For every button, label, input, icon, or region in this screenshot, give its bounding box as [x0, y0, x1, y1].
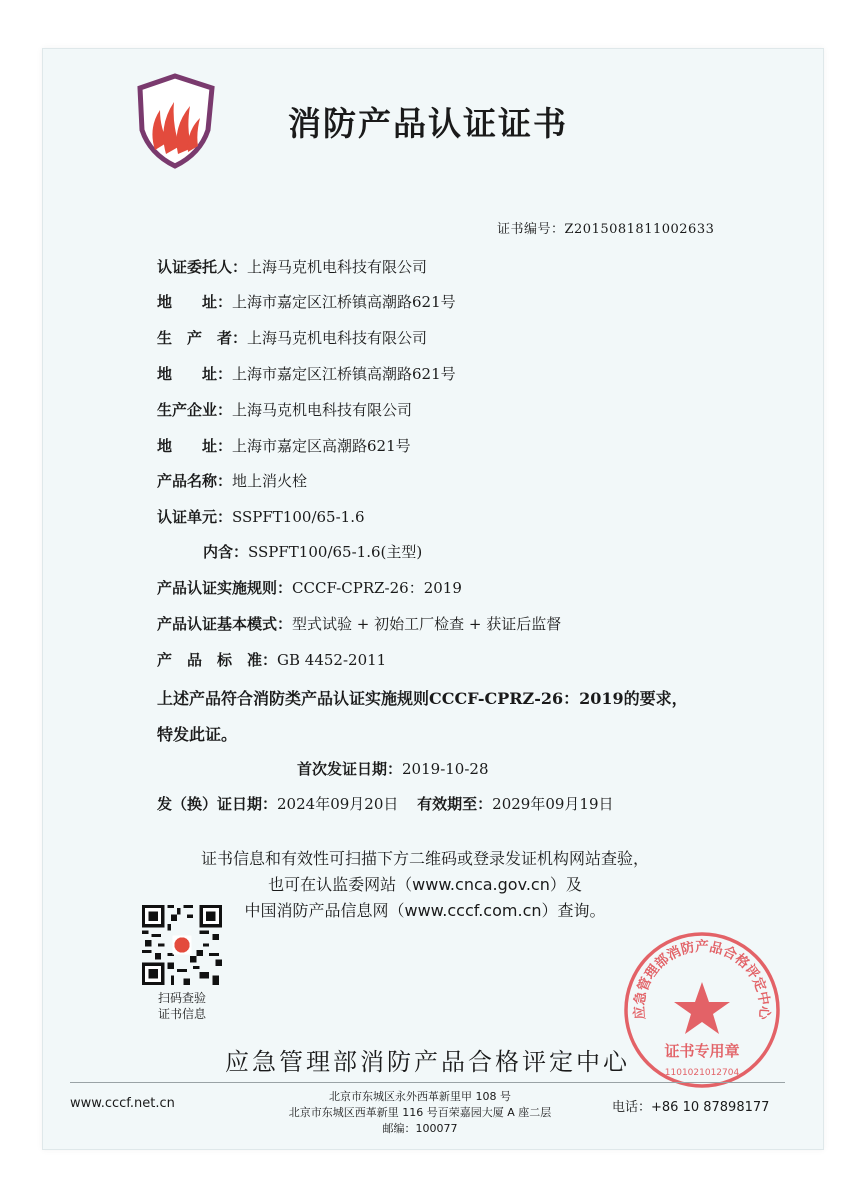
seal-ring-text: 应急管理部消防产品合格评定中心 [631, 938, 773, 1021]
qr-caption-line-1: 扫码查验 [157, 991, 206, 1005]
factory-row [157, 399, 412, 420]
issuer-name: 应急管理部消防产品合格评定中心 [225, 1048, 630, 1076]
footer-postcode: 邮编：100077 [382, 1122, 458, 1135]
product-name-label: 产品名称： [157, 472, 233, 490]
mode-row [157, 613, 561, 634]
standard-value: GB 4452-2011 [277, 651, 387, 669]
contents-label: 内含： [203, 543, 249, 561]
product-name-row [157, 470, 307, 491]
issue-date-row [157, 793, 614, 814]
qr-caption-line-2: 证书信息 [157, 1007, 206, 1021]
qr-finder-top-right [200, 905, 222, 927]
mode-label: 产品认证基本模式： [157, 615, 293, 633]
client-address-row [157, 291, 456, 312]
producer-row [157, 327, 427, 348]
qr-finder-bottom-left [142, 963, 164, 985]
official-seal [622, 930, 782, 1090]
factory-address-row [157, 435, 411, 456]
seal-star [674, 982, 730, 1034]
address-label: 地 址： [157, 293, 233, 311]
unit-row [157, 506, 365, 527]
unit-label: 认证单元： [157, 508, 233, 526]
logo-shield-outline [140, 76, 212, 166]
qr-center-logo [174, 937, 189, 952]
contents-value: SSPFT100/65-1.6(主型) [248, 543, 423, 561]
client-label: 认证委托人： [157, 258, 248, 276]
footer-address-1: 北京市东城区永外西革新里甲 108 号 [329, 1090, 511, 1103]
footer-addresses [240, 1089, 600, 1137]
factory-value: 上海马克机电科技有限公司 [232, 401, 413, 419]
conclusion-text: 上述产品符合消防类产品认证实施规则CCCF-CPRZ-26：2019的要求，特发此证。 [157, 689, 688, 744]
rules-value: CCCF-CPRZ-26：2019 [292, 579, 462, 597]
footer-address-2: 北京市东城区西革新里 116 号百荣嘉园大厦 A 座二层 [288, 1106, 552, 1119]
producer-label: 生 产 者： [157, 329, 248, 347]
valid-until-value: 2029年09月19日 [492, 795, 614, 813]
info-line-3: 中国消防产品信息网（www.cccf.com.cn）查询。 [244, 901, 606, 920]
footer-phone: 电话：+86 10 87898177 [612, 1100, 770, 1115]
rules-row [157, 577, 462, 598]
footer-divider [70, 1082, 785, 1083]
contents-row [203, 541, 422, 562]
qr-caption [142, 990, 222, 1022]
first-issue-label: 首次发证日期： [297, 760, 403, 778]
client-value: 上海马克机电科技有限公司 [247, 258, 428, 276]
first-issue-value: 2019-10-28 [402, 760, 489, 778]
info-line-1: 证书信息和有效性可扫描下方二维码或登录发证机构网站查验， [200, 849, 649, 868]
verification-info [140, 846, 710, 924]
cccf-logo [130, 70, 220, 170]
producer-address-row [157, 363, 456, 384]
info-line-2: 也可在认监委网站（www.cnca.gov.cn）及 [268, 875, 582, 894]
issue-date-value: 2024年09月20日 [277, 795, 399, 813]
address-label: 地 址： [157, 437, 233, 455]
unit-value: SSPFT100/65-1.6 [232, 508, 365, 526]
producer-value: 上海马克机电科技有限公司 [247, 329, 428, 347]
factory-label: 生产企业： [157, 401, 233, 419]
address-label: 地 址： [157, 365, 233, 383]
qr-code[interactable] [142, 905, 222, 985]
footer-website[interactable]: www.cccf.net.cn [70, 1096, 175, 1111]
issue-date-label: 发（换）证日期： [157, 795, 278, 813]
rules-label: 产品认证实施规则： [157, 579, 293, 597]
seal-number: 1101021012704 [664, 1068, 740, 1078]
standard-label: 产 品 标 准： [157, 651, 278, 669]
certificate-number: 证书编号：Z2015081811002633 [497, 222, 715, 237]
valid-until-label: 有效期至： [417, 795, 493, 813]
standard-row [157, 649, 386, 670]
qr-finder-top-left [142, 905, 164, 927]
client-address-value: 上海市嘉定区江桥镇高潮路621号 [232, 293, 456, 311]
factory-address-value: 上海市嘉定区高潮路621号 [232, 437, 411, 455]
seal-center-text: 证书专用章 [664, 1042, 740, 1060]
product-name-value: 地上消火栓 [232, 472, 308, 490]
mode-value: 型式试验 + 初始工厂检查 + 获证后监督 [292, 615, 562, 633]
client-row [157, 256, 427, 277]
certificate-title: 消防产品认证证书 [288, 104, 568, 143]
first-issue-row [297, 758, 489, 779]
producer-address-value: 上海市嘉定区江桥镇高潮路621号 [232, 365, 456, 383]
